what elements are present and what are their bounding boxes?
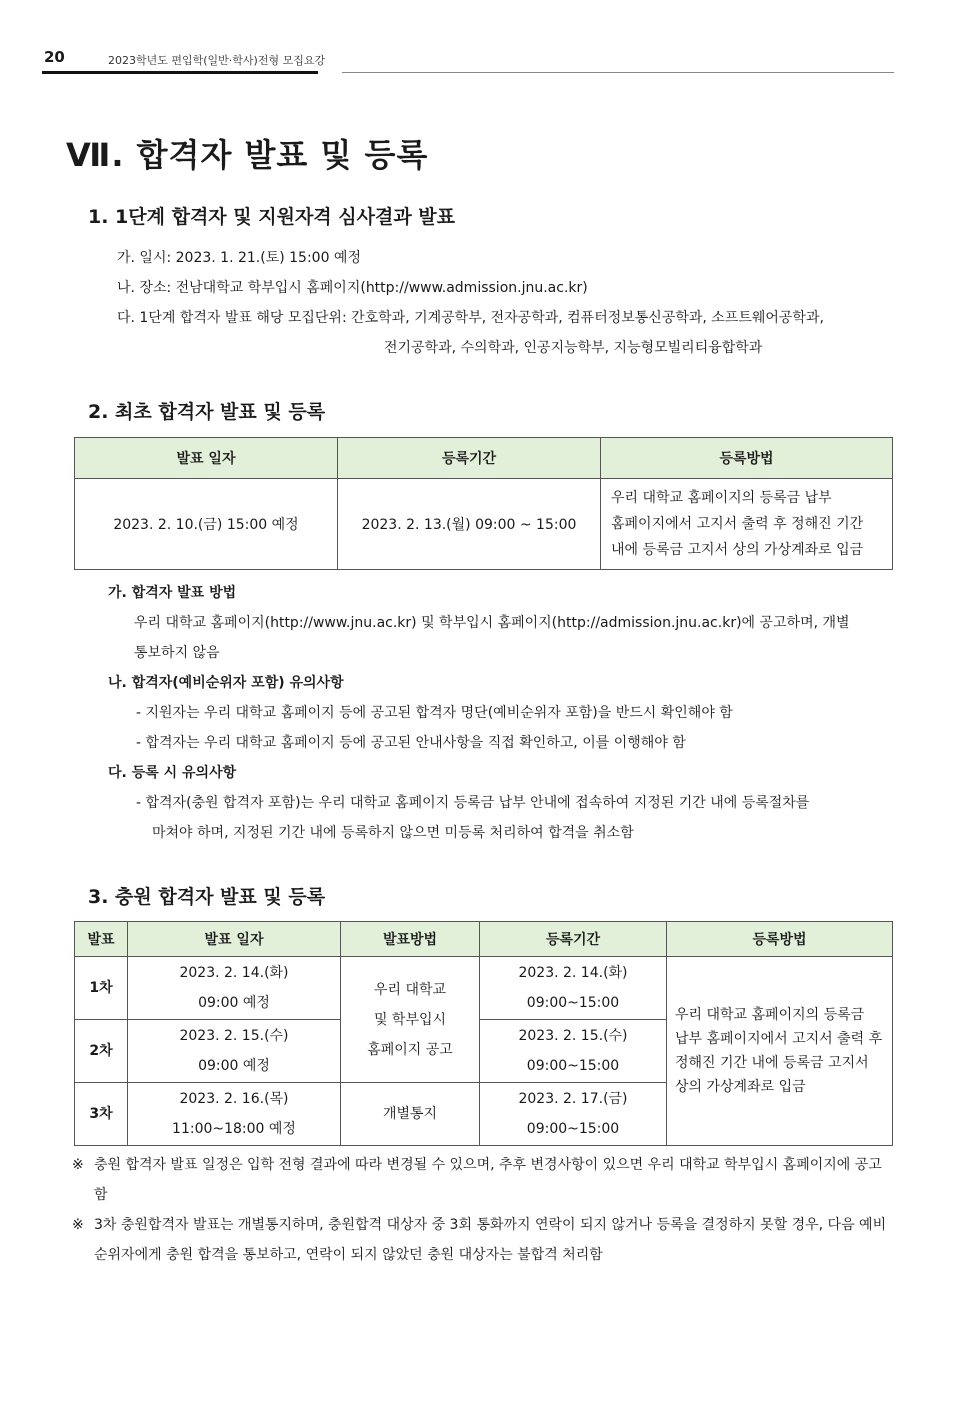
announce-date-cell xyxy=(128,957,341,1020)
period-line: 09:00~15:00 xyxy=(526,1058,620,1074)
registration-period-cell xyxy=(480,957,667,1020)
announce-date-cell xyxy=(128,1020,341,1083)
method-line: 우리 대학교 xyxy=(373,981,447,998)
subsection-ga-line: 통보하지 않음 xyxy=(134,645,220,661)
reference-mark: ※ xyxy=(72,1217,84,1233)
period-line: 2023. 2. 17.(금) xyxy=(518,1091,628,1107)
header-cell: 등록방법 xyxy=(601,438,893,479)
method-line: 우리 대학교 홈페이지의 등록금 xyxy=(675,1007,865,1023)
registration-period-cell xyxy=(480,1020,667,1083)
running-header: 2023학년도 편입학(일반·학사)전형 모집요강 xyxy=(108,54,326,67)
method-line: 정해진 기간 내에 등록금 고지서 xyxy=(675,1055,869,1071)
additional-admission-table xyxy=(74,921,893,1146)
reference-mark: ※ xyxy=(72,1157,84,1173)
table-header-row xyxy=(75,438,893,479)
registration-method-cell xyxy=(601,479,893,570)
page-number: 20 xyxy=(44,48,65,66)
method-line: 상의 가상계좌로 입금 xyxy=(675,1079,806,1095)
header-cell: 발표 일자 xyxy=(128,922,341,957)
registration-method-cell xyxy=(667,957,893,1146)
date-line: 09:00 예정 xyxy=(198,995,270,1011)
table-header-row xyxy=(75,922,893,957)
subsection-da-title: 다. 등록 시 유의사항 xyxy=(108,765,237,781)
header-cell: 발표방법 xyxy=(341,922,480,957)
method-line: 및 학부입시 xyxy=(373,1011,447,1028)
header-cell: 등록방법 xyxy=(667,922,893,957)
header-rule-thick xyxy=(42,71,318,74)
date-line: 2023. 2. 15.(수) xyxy=(179,1028,289,1044)
method-line: 홈페이지에서 고지서 출력 후 정해진 기간 xyxy=(611,516,864,532)
registration-period-cell: 2023. 2. 13.(월) 09:00 ~ 15:00 xyxy=(338,479,601,570)
method-line: 홈페이지 공고 xyxy=(367,1041,453,1058)
announce-date-cell xyxy=(128,1083,341,1146)
footnote-text: 충원 합격자 발표 일정은 입학 전형 결과에 따라 변경될 수 있으며, 추후 변경사항이 있으면 우리 대학교 학부입시 홈페이지에 공고함 xyxy=(94,1157,882,1203)
initial-admission-table xyxy=(74,437,893,570)
subsection-na-line: - 합격자는 우리 대학교 홈페이지 등에 공고된 안내사항을 직접 확인하고, 이를 이행해야 함 xyxy=(136,735,686,751)
method-line: 내에 등록금 고지서 상의 가상계좌로 입금 xyxy=(611,542,864,558)
date-line: 2023. 2. 14.(화) xyxy=(179,965,289,981)
section-1-item-na: 나. 장소: 전남대학교 학부입시 홈페이지(http://www.admission.jnu.ac.kr) xyxy=(117,280,588,296)
subsection-da-line: - 합격자(충원 합격자 포함)는 우리 대학교 홈페이지 등록금 납부 안내에 접속하여 지정된 기간 내에 등록절차를 xyxy=(136,795,810,811)
round-cell: 3차 xyxy=(75,1083,128,1146)
section-1-item-ga: 가. 일시: 2023. 1. 21.(토) 15:00 예정 xyxy=(117,250,361,266)
announce-date-cell: 2023. 2. 10.(금) 15:00 예정 xyxy=(75,479,338,570)
announce-method-cell: 개별통지 xyxy=(341,1083,480,1146)
method-line: 우리 대학교 홈페이지의 등록금 납부 xyxy=(611,490,832,506)
footnote xyxy=(72,1150,894,1210)
header-cell: 등록기간 xyxy=(480,922,667,957)
subsection-ga-title: 가. 합격자 발표 방법 xyxy=(108,585,237,601)
date-line: 11:00~18:00 예정 xyxy=(172,1121,296,1137)
header-rule-thin xyxy=(342,72,894,73)
footnote xyxy=(72,1210,894,1270)
period-line: 09:00~15:00 xyxy=(526,995,620,1011)
header-cell: 발표 xyxy=(75,922,128,957)
date-line: 2023. 2. 16.(목) xyxy=(179,1091,289,1107)
table-row xyxy=(75,957,893,1020)
section-1-item-da: 다. 1단계 합격자 발표 해당 모집단위: 간호학과, 기계공학부, 전자공학과, 컴퓨터정보통신공학과, 소프트웨어공학과, xyxy=(117,310,824,326)
header-cell: 발표 일자 xyxy=(75,438,338,479)
period-line: 09:00~15:00 xyxy=(526,1121,620,1137)
date-line: 09:00 예정 xyxy=(198,1058,270,1074)
announce-method-cell xyxy=(341,957,480,1083)
section-2-title: 2. 최초 합격자 발표 및 등록 xyxy=(88,401,326,423)
chapter-title: Ⅶ. 합격자 발표 및 등록 xyxy=(66,136,429,174)
period-line: 2023. 2. 14.(화) xyxy=(518,965,628,981)
period-line: 2023. 2. 15.(수) xyxy=(518,1028,628,1044)
method-line: 납부 홈페이지에서 고지서 출력 후 xyxy=(675,1031,883,1047)
registration-period-cell xyxy=(480,1083,667,1146)
footnote-text: 3차 충원합격자 발표는 개별통지하며, 충원합격 대상자 중 3회 통화까지 연락이 되지 않거나 등록을 결정하지 못할 경우, 다음 예비순위자에게 충원 합격을 통보하고, 연락이 되지 않았던 충원 대상자는 불합격 처리함 xyxy=(94,1217,887,1263)
table-row xyxy=(75,479,893,570)
header-cell: 등록기간 xyxy=(338,438,601,479)
subsection-na-title: 나. 합격자(예비순위자 포함) 유의사항 xyxy=(108,675,344,691)
round-cell: 2차 xyxy=(75,1020,128,1083)
section-3-title: 3. 충원 합격자 발표 및 등록 xyxy=(88,886,326,908)
round-cell: 1차 xyxy=(75,957,128,1020)
section-1-title: 1. 1단계 합격자 및 지원자격 심사결과 발표 xyxy=(88,206,456,228)
subsection-ga-line: 우리 대학교 홈페이지(http://www.jnu.ac.kr) 및 학부입시 홈페이지(http://admission.jnu.ac.kr)에 공고하며, 개별 xyxy=(134,615,850,631)
subsection-na-line: - 지원자는 우리 대학교 홈페이지 등에 공고된 합격자 명단(예비순위자 포함)을 반드시 확인해야 함 xyxy=(136,705,733,721)
section-1-item-da-cont: 전기공학과, 수의학과, 인공지능학부, 지능형모빌리티융합학과 xyxy=(384,340,763,356)
subsection-da-line: 마쳐야 하며, 지정된 기간 내에 등록하지 않으면 미등록 처리하여 합격을 취소함 xyxy=(152,825,634,841)
